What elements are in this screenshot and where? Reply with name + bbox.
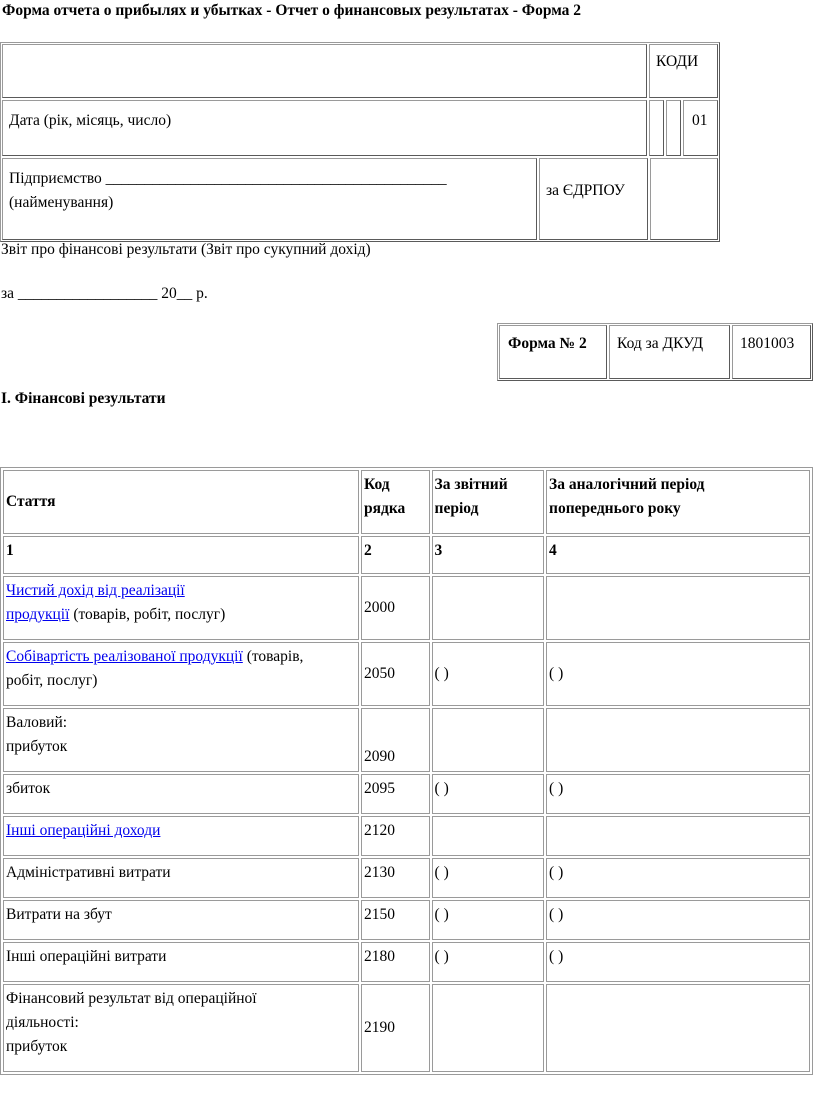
header-code-line-1: Код: [364, 476, 390, 493]
codes-label: КОДИ: [656, 53, 699, 70]
row-code: 2050: [361, 642, 430, 706]
date-code-spacer-1: [649, 100, 664, 156]
table-row: [3, 858, 810, 898]
row-article: Інші операційні витрати: [3, 942, 359, 982]
table-row: [3, 984, 810, 1072]
net-revenue-link-line-2: продукції: [6, 606, 70, 623]
enterprise-sublabel: (найменування): [9, 194, 114, 211]
row-article: [3, 642, 359, 706]
row-article: Адміністративні витрати: [3, 858, 359, 898]
table-header-row: [3, 470, 810, 534]
table-row: [3, 774, 810, 814]
header-empty-cell: [2, 44, 647, 98]
table-row: [3, 942, 810, 982]
header-current-line-1: За звітний: [434, 476, 508, 493]
dkud-label-cell: [609, 325, 730, 379]
net-revenue-link-line-1: Чистий дохід від реалізації: [6, 582, 185, 599]
row-code: 2090: [361, 708, 430, 772]
numbering-4: 4: [546, 536, 810, 574]
dkud-code-cell: [732, 325, 811, 379]
row-current: [432, 576, 545, 640]
form-number-cell: [499, 325, 607, 379]
row-previous: [546, 576, 810, 640]
row-article-line-1: Фінансовий результат від операційної: [6, 990, 257, 1007]
dkud-code: 1801003: [740, 335, 795, 352]
row-previous: ( ): [546, 774, 810, 814]
row-article: [3, 708, 359, 772]
numbering-1: 1: [3, 536, 359, 574]
row-code: 2180: [361, 942, 430, 982]
row-current: ( ): [432, 642, 545, 706]
row-current: ( ): [432, 858, 545, 898]
row-article-rest-line-1: (товарів,: [242, 648, 304, 665]
date-cell: [2, 100, 647, 156]
row-current: ( ): [432, 942, 545, 982]
table-numbering-row: [3, 536, 810, 574]
numbering-3: 3: [432, 536, 545, 574]
row-previous: [546, 708, 810, 772]
row-article-rest-line-2: робіт, послуг): [6, 672, 98, 689]
numbering-2: 2: [361, 536, 430, 574]
header-article: Стаття: [3, 470, 359, 534]
row-code: 2095: [361, 774, 430, 814]
date-code-cell: [683, 100, 718, 156]
dkud-label: Код за ДКУД: [617, 335, 704, 352]
form-number: Форма № 2: [508, 335, 587, 352]
other-operating-income-link[interactable]: Інші операційні доходи: [6, 822, 161, 839]
row-article-line-1: Валовий:: [6, 714, 68, 731]
enterprise-cell: [2, 158, 537, 240]
table-row: [3, 642, 810, 706]
enterprise-label: Підприємство ____________________________________________: [9, 170, 447, 187]
header-code: [361, 470, 430, 534]
financial-results-table: [0, 467, 813, 1075]
row-current: ( ): [432, 774, 545, 814]
row-article-line-3: прибуток: [6, 1038, 68, 1055]
edrpou-code-cell: [650, 158, 718, 240]
date-code-spacer-2: [666, 100, 681, 156]
row-article: [3, 576, 359, 640]
row-article: збиток: [3, 774, 359, 814]
row-current: [432, 984, 545, 1072]
row-current: [432, 708, 545, 772]
row-code: 2190: [361, 984, 430, 1072]
row-code: 2130: [361, 858, 430, 898]
header-current-line-2: період: [434, 500, 479, 517]
row-previous: ( ): [546, 642, 810, 706]
date-code: 01: [692, 112, 708, 129]
section-title: I. Фінансові результати: [1, 390, 166, 407]
row-previous: ( ): [546, 900, 810, 940]
row-code: 2150: [361, 900, 430, 940]
row-current: [432, 816, 545, 856]
row-article: [3, 816, 359, 856]
header-previous-line-2: попереднього року: [549, 500, 681, 517]
report-title: Звіт про фінансові результати (Звіт про сукупний дохід): [1, 241, 371, 258]
row-article-line-2: прибуток: [6, 738, 68, 755]
table-row: [3, 900, 810, 940]
cost-of-sales-link[interactable]: Собівартість реалізованої продукції: [6, 648, 243, 665]
row-article-rest: (товарів, робіт, послуг): [69, 606, 226, 623]
row-article-line-2: діяльності:: [6, 1014, 79, 1031]
row-current: ( ): [432, 900, 545, 940]
row-code: 2000: [361, 576, 430, 640]
edrpou-label: за ЄДРПОУ: [546, 182, 625, 199]
header-code-line-2: рядка: [364, 500, 406, 517]
table-row: [3, 708, 810, 772]
row-previous: [546, 816, 810, 856]
row-previous: ( ): [546, 942, 810, 982]
row-article: [3, 984, 359, 1072]
header-current: [432, 470, 545, 534]
codes-cell: [649, 44, 718, 98]
row-previous: ( ): [546, 858, 810, 898]
table-row: [3, 816, 810, 856]
period-line: за __________________ 20__ р.: [1, 285, 208, 302]
row-previous: [546, 984, 810, 1072]
table-row: [3, 576, 810, 640]
header-previous-line-1: За аналогічний період: [549, 476, 705, 493]
document-title: Форма отчета о прибылях и убытках - Отчет о финансовых результатах - Форма 2: [2, 2, 582, 19]
header-previous: [546, 470, 810, 534]
edrpou-cell: [539, 158, 648, 240]
row-code: 2120: [361, 816, 430, 856]
row-article: Витрати на збут: [3, 900, 359, 940]
date-label: Дата (рік, місяць, число): [9, 112, 172, 129]
